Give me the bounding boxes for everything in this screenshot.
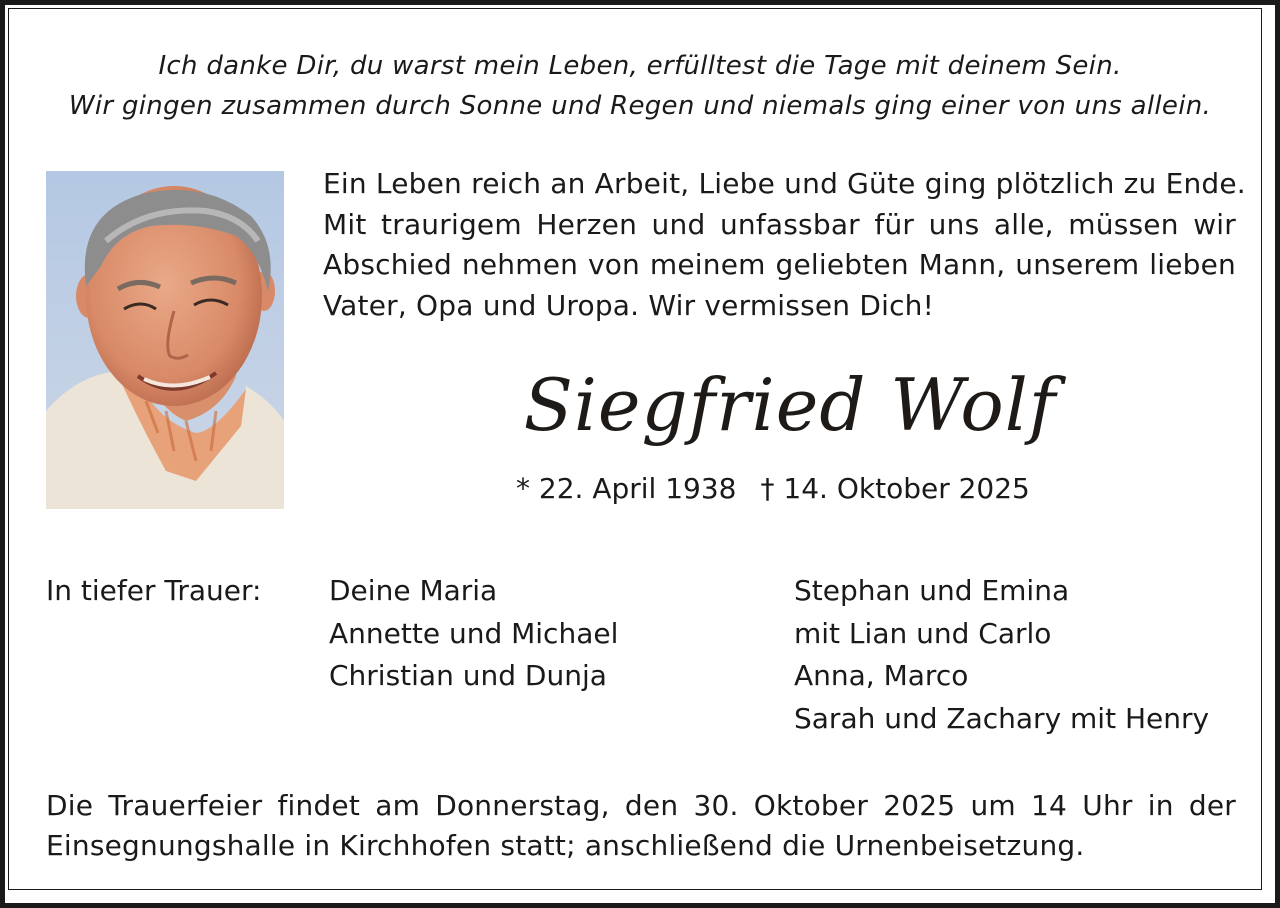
mourner-entry: Sarah und Zachary mit Henry bbox=[794, 701, 1210, 735]
death-date: † 14. Oktober 2025 bbox=[760, 472, 1030, 505]
mourners-label: In tiefer Trauer: bbox=[46, 574, 262, 607]
quote-line-1: Ich danke Dir, du warst mein Leben, erfülltest die Tage mit deinem Sein. bbox=[158, 51, 1122, 81]
mourner-entry: Christian und Dunja bbox=[329, 659, 607, 692]
ceremony-line-1: Die Trauerfeier findet am Donnerstag, den 30. Oktober 2025 um 14 Uhr in der bbox=[46, 789, 1236, 822]
deceased-name: Siegfried Wolf bbox=[523, 363, 1057, 447]
intro-line: Ein Leben reich an Arbeit, Liebe und Güte ging plötzlich zu Ende. bbox=[323, 167, 1246, 200]
ceremony-notice bbox=[46, 786, 1236, 866]
mourner-entry: Annette und Michael bbox=[329, 616, 619, 650]
intro-paragraph bbox=[323, 164, 1246, 326]
life-dates bbox=[516, 470, 1056, 508]
quote-line-2: Wir gingen zusammen durch Sonne und Regen und niemals ging einer von uns allein. bbox=[68, 91, 1212, 121]
mourner-entry: mit Lian und Carlo bbox=[794, 616, 1052, 650]
portrait-photo bbox=[46, 171, 284, 509]
birth-date: * 22. April 1938 bbox=[516, 472, 737, 505]
memorial-quote bbox=[40, 46, 1240, 126]
intro-line: Mit traurigem Herzen und unfassbar für uns alle, müssen wir bbox=[323, 207, 1236, 241]
mourner-entry: Deine Maria bbox=[329, 574, 498, 607]
intro-line: Abschied nehmen von meinem geliebten Mann, unserem lieben bbox=[323, 248, 1236, 281]
mourner-entry: Stephan und Emina bbox=[794, 574, 1070, 607]
ceremony-line-2: Einsegnungshalle in Kirchhofen statt; anschließend die Urnenbeisetzung. bbox=[46, 829, 1085, 862]
intro-line: Vater, Opa und Uropa. Wir vermissen Dich! bbox=[323, 288, 935, 322]
mourners-column-2 bbox=[794, 570, 1209, 740]
portrait-illustration bbox=[46, 171, 284, 509]
mourner-entry: Anna, Marco bbox=[794, 659, 969, 692]
mourners-column-1 bbox=[329, 570, 618, 698]
